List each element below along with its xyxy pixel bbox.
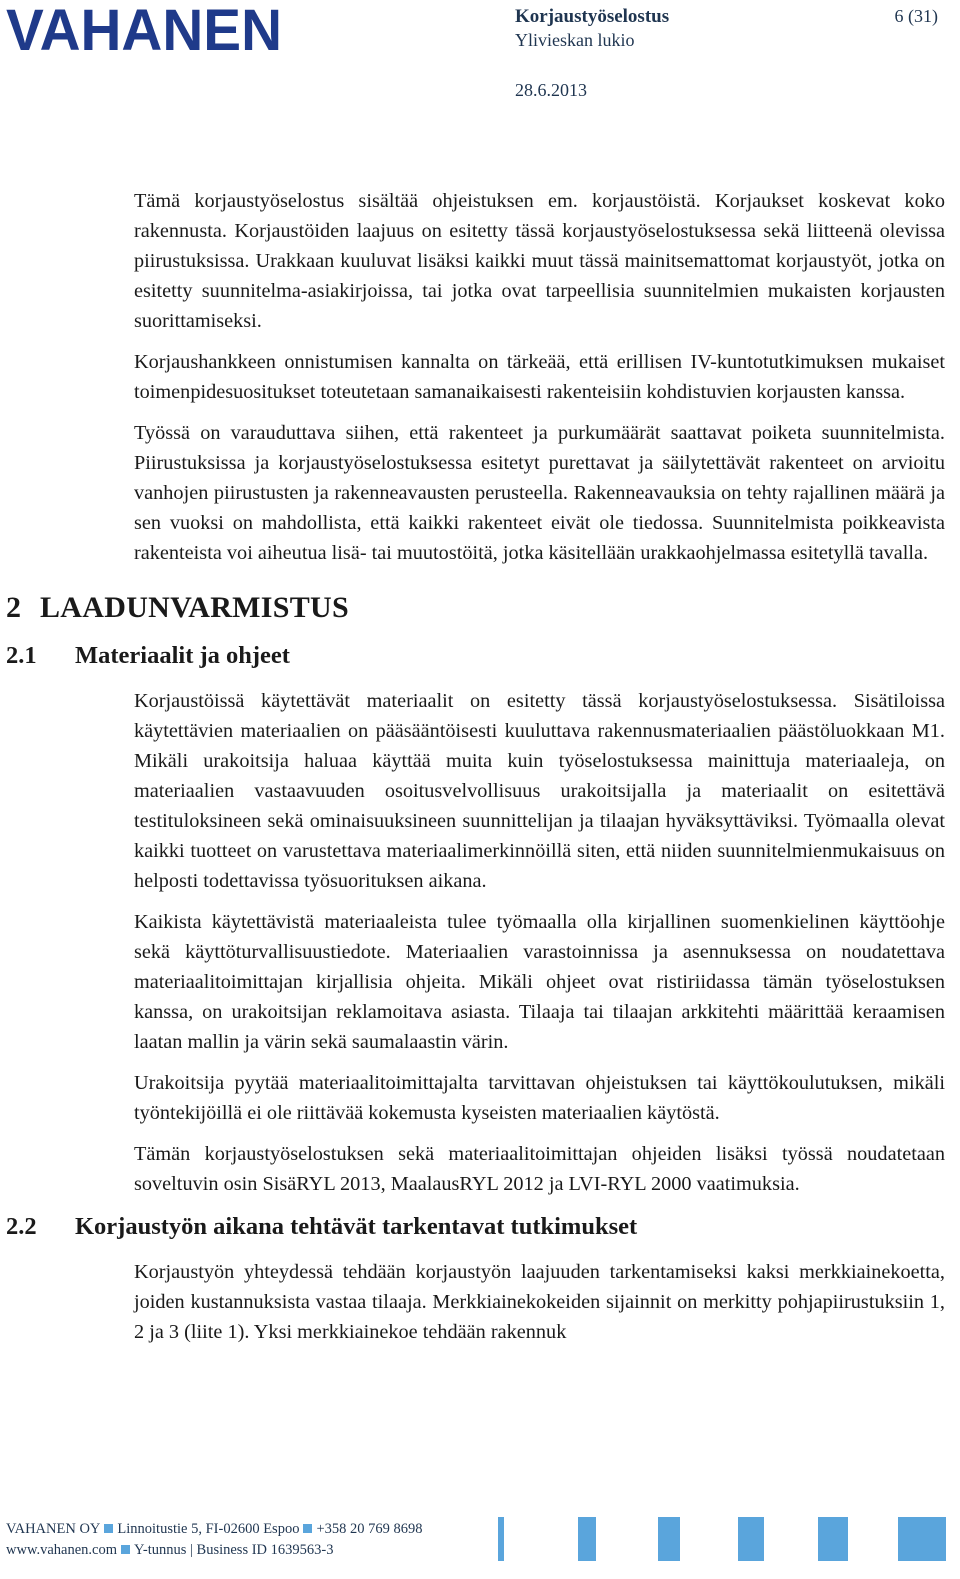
section-2-2-title: Korjaustyön aikana tehtävät tarkentavat tutkimukset bbox=[75, 1213, 638, 1240]
document-date: 28.6.2013 bbox=[515, 80, 587, 100]
document-title: Korjaustyöselostus bbox=[515, 6, 670, 27]
separator-square-icon bbox=[121, 1545, 130, 1554]
vahanen-logo bbox=[6, 2, 286, 58]
section-2-1-number: 2.1 bbox=[6, 642, 37, 669]
section-2-1-paragraph-2: Kaikista käytettävistä materiaaleista tulee työmaalla olla kirjallinen suomenkielinen käyttöohje sekä käyttöturvallisuustiedote. Materiaalien varastoinnissa ja asennuksessa on noudatettava materiaalitoimittajan kirjallisia ohjeita. Mikäli ohjeet ovat ristiriidassa tämän työselostuksen kanssa, on urakoitsijan reklamoitava asiasta. Tilaaja tai tilaajan arkkitehti määrittää keraamisen laatan mallin ja värin sekä saumalaastin värin. bbox=[134, 911, 945, 1053]
logo-graphic bbox=[6, 2, 286, 58]
footer-phone: +358 20 769 8698 bbox=[316, 1521, 423, 1537]
intro-paragraph-3: Työssä on varauduttava siihen, että rakenteet ja purkumäärät saattavat poiketa suunnitelmista. Piirustuksissa ja korjaustyöselostuksessa esitetyt purettavat ja säilytettävät rakenteet on arvioitu vanhojen piirustusten ja rakenneavausten perusteella. Rakenneavauksia on tehty rajallinen määrä ja sen vuoksi on mahdollista, että kaikki rakenteet eivät ole tiedossa. Suunnitelmista poikkeavista rakenteista voi aiheutua lisä- tai muutostöitä, jotka käsitellään urakkaohjelmassa esitetyllä tavalla. bbox=[134, 422, 945, 564]
decor-bar bbox=[738, 1517, 764, 1561]
section-2-1-heading bbox=[6, 640, 960, 672]
section-2-heading bbox=[6, 590, 960, 626]
footer-decorative-bars bbox=[498, 1517, 948, 1561]
page-number: 6 (31) bbox=[894, 6, 938, 26]
footer-business-id: Y-tunnus | Business ID 1639563-3 bbox=[134, 1542, 334, 1558]
footer-company: VAHANEN OY bbox=[6, 1521, 101, 1537]
section-2-1-paragraph-1: Korjaustöissä käytettävät materiaalit on esitetty tässä korjaustyöselostuksessa. Sisätiloissa käytettävien materiaalien on pääsääntöisesti kuuluttava rakennusmateriaalien päästöluokkaan M1. Mikäli urakoitsija haluaa käyttää muita kuin työselostuksessa mainittuja materiaaleja, on materiaalien vastaavuuden osoitusvelvollisuus urakoitsijalla ja materiaalit on esitettävä testituloksineen sekä ominaisuuksineen suunnittelijan ja tilaajan hyväksyttäviksi. Työmaalla olevat kaikki tuotteet on varustettava materiaalimerkinnöillä siten, että niiden suunnitelmienmukaisuus on helposti todettavissa työsuorituksen aikana. bbox=[134, 690, 945, 892]
decor-bar bbox=[818, 1517, 848, 1561]
section-2-1-paragraph-4: Tämän korjaustyöselostuksen sekä materiaalitoimittajan ohjeiden lisäksi työssä noudatetaan soveltuvin osin SisäRYL 2013, MaalausRYL 2012 ja LVI-RYL 2000 vaatimuksia. bbox=[134, 1143, 945, 1195]
section-2-1-title: Materiaalit ja ohjeet bbox=[75, 642, 290, 669]
footer-address: Linnoitustie 5, FI-02600 Espoo bbox=[117, 1521, 300, 1537]
intro-paragraph-2: Korjaushankkeen onnistumisen kannalta on tärkeää, että erillisen IV-kuntotutkimuksen mukaiset toimenpidesuositukset toteutetaan samanaikaisesti rakenteisiin kohdistuvien korjausten kanssa. bbox=[134, 351, 945, 403]
document-body bbox=[0, 186, 960, 1358]
section-2-2-paragraph-1: Korjaustyön yhteydessä tehdään korjaustyön laajuuden tarkentamiseksi kaksi merkkiainekoetta, joiden kustannuksista vastaa tilaaja. Merkkiainekokeiden sijainnit on merkitty pohjapiirustuksiin 1, 2 ja 3 (liite 1). Yksi merkkiainekoe tehdään rakennuk bbox=[134, 1261, 945, 1343]
decor-bar bbox=[898, 1517, 946, 1561]
decor-bar bbox=[578, 1517, 596, 1561]
section-2-1-paragraph-3: Urakoitsija pyytää materiaalitoimittajalta tarvittavan ohjeistuksen tai käyttökoulutuksen, mikäli työntekijöillä ei ole riittävää kokemusta kyseisten materiaalien käytöstä. bbox=[134, 1072, 945, 1124]
decor-bar bbox=[498, 1517, 504, 1561]
project-name: Ylivieskan lukio bbox=[515, 30, 635, 50]
decor-bar bbox=[658, 1517, 680, 1561]
intro-paragraph-1: Tämä korjaustyöselostus sisältää ohjeistuksen em. korjaustöistä. Korjaukset koskevat koko rakennusta. Korjaustöiden laajuus on esitetty tässä korjaustyöselostuksessa sekä liitteenä olevissa piirustuksissa. Urakkaan kuuluvat lisäksi kaikki muut tässä mainitsemattomat korjaustyöt, jotka on esitetty suunnitelma-asiakirjoissa, tai jotka ovat tarpeellisia suunnitelmien mukaisten korjausten suorittamiseksi. bbox=[134, 190, 945, 332]
section-2-2-heading bbox=[6, 1211, 960, 1243]
footer-line-2 bbox=[6, 1540, 423, 1561]
footer-website: www.vahanen.com bbox=[6, 1542, 117, 1558]
page-footer bbox=[6, 1519, 423, 1561]
footer-line-1 bbox=[6, 1519, 423, 1540]
separator-square-icon bbox=[104, 1524, 113, 1533]
section-2-number: 2 bbox=[6, 591, 22, 624]
section-2-title: LAADUNVARMISTUS bbox=[40, 591, 349, 624]
logo-wordmark: VAHANEN bbox=[6, 2, 282, 58]
section-2-2-number: 2.2 bbox=[6, 1213, 37, 1240]
separator-square-icon bbox=[303, 1524, 312, 1533]
